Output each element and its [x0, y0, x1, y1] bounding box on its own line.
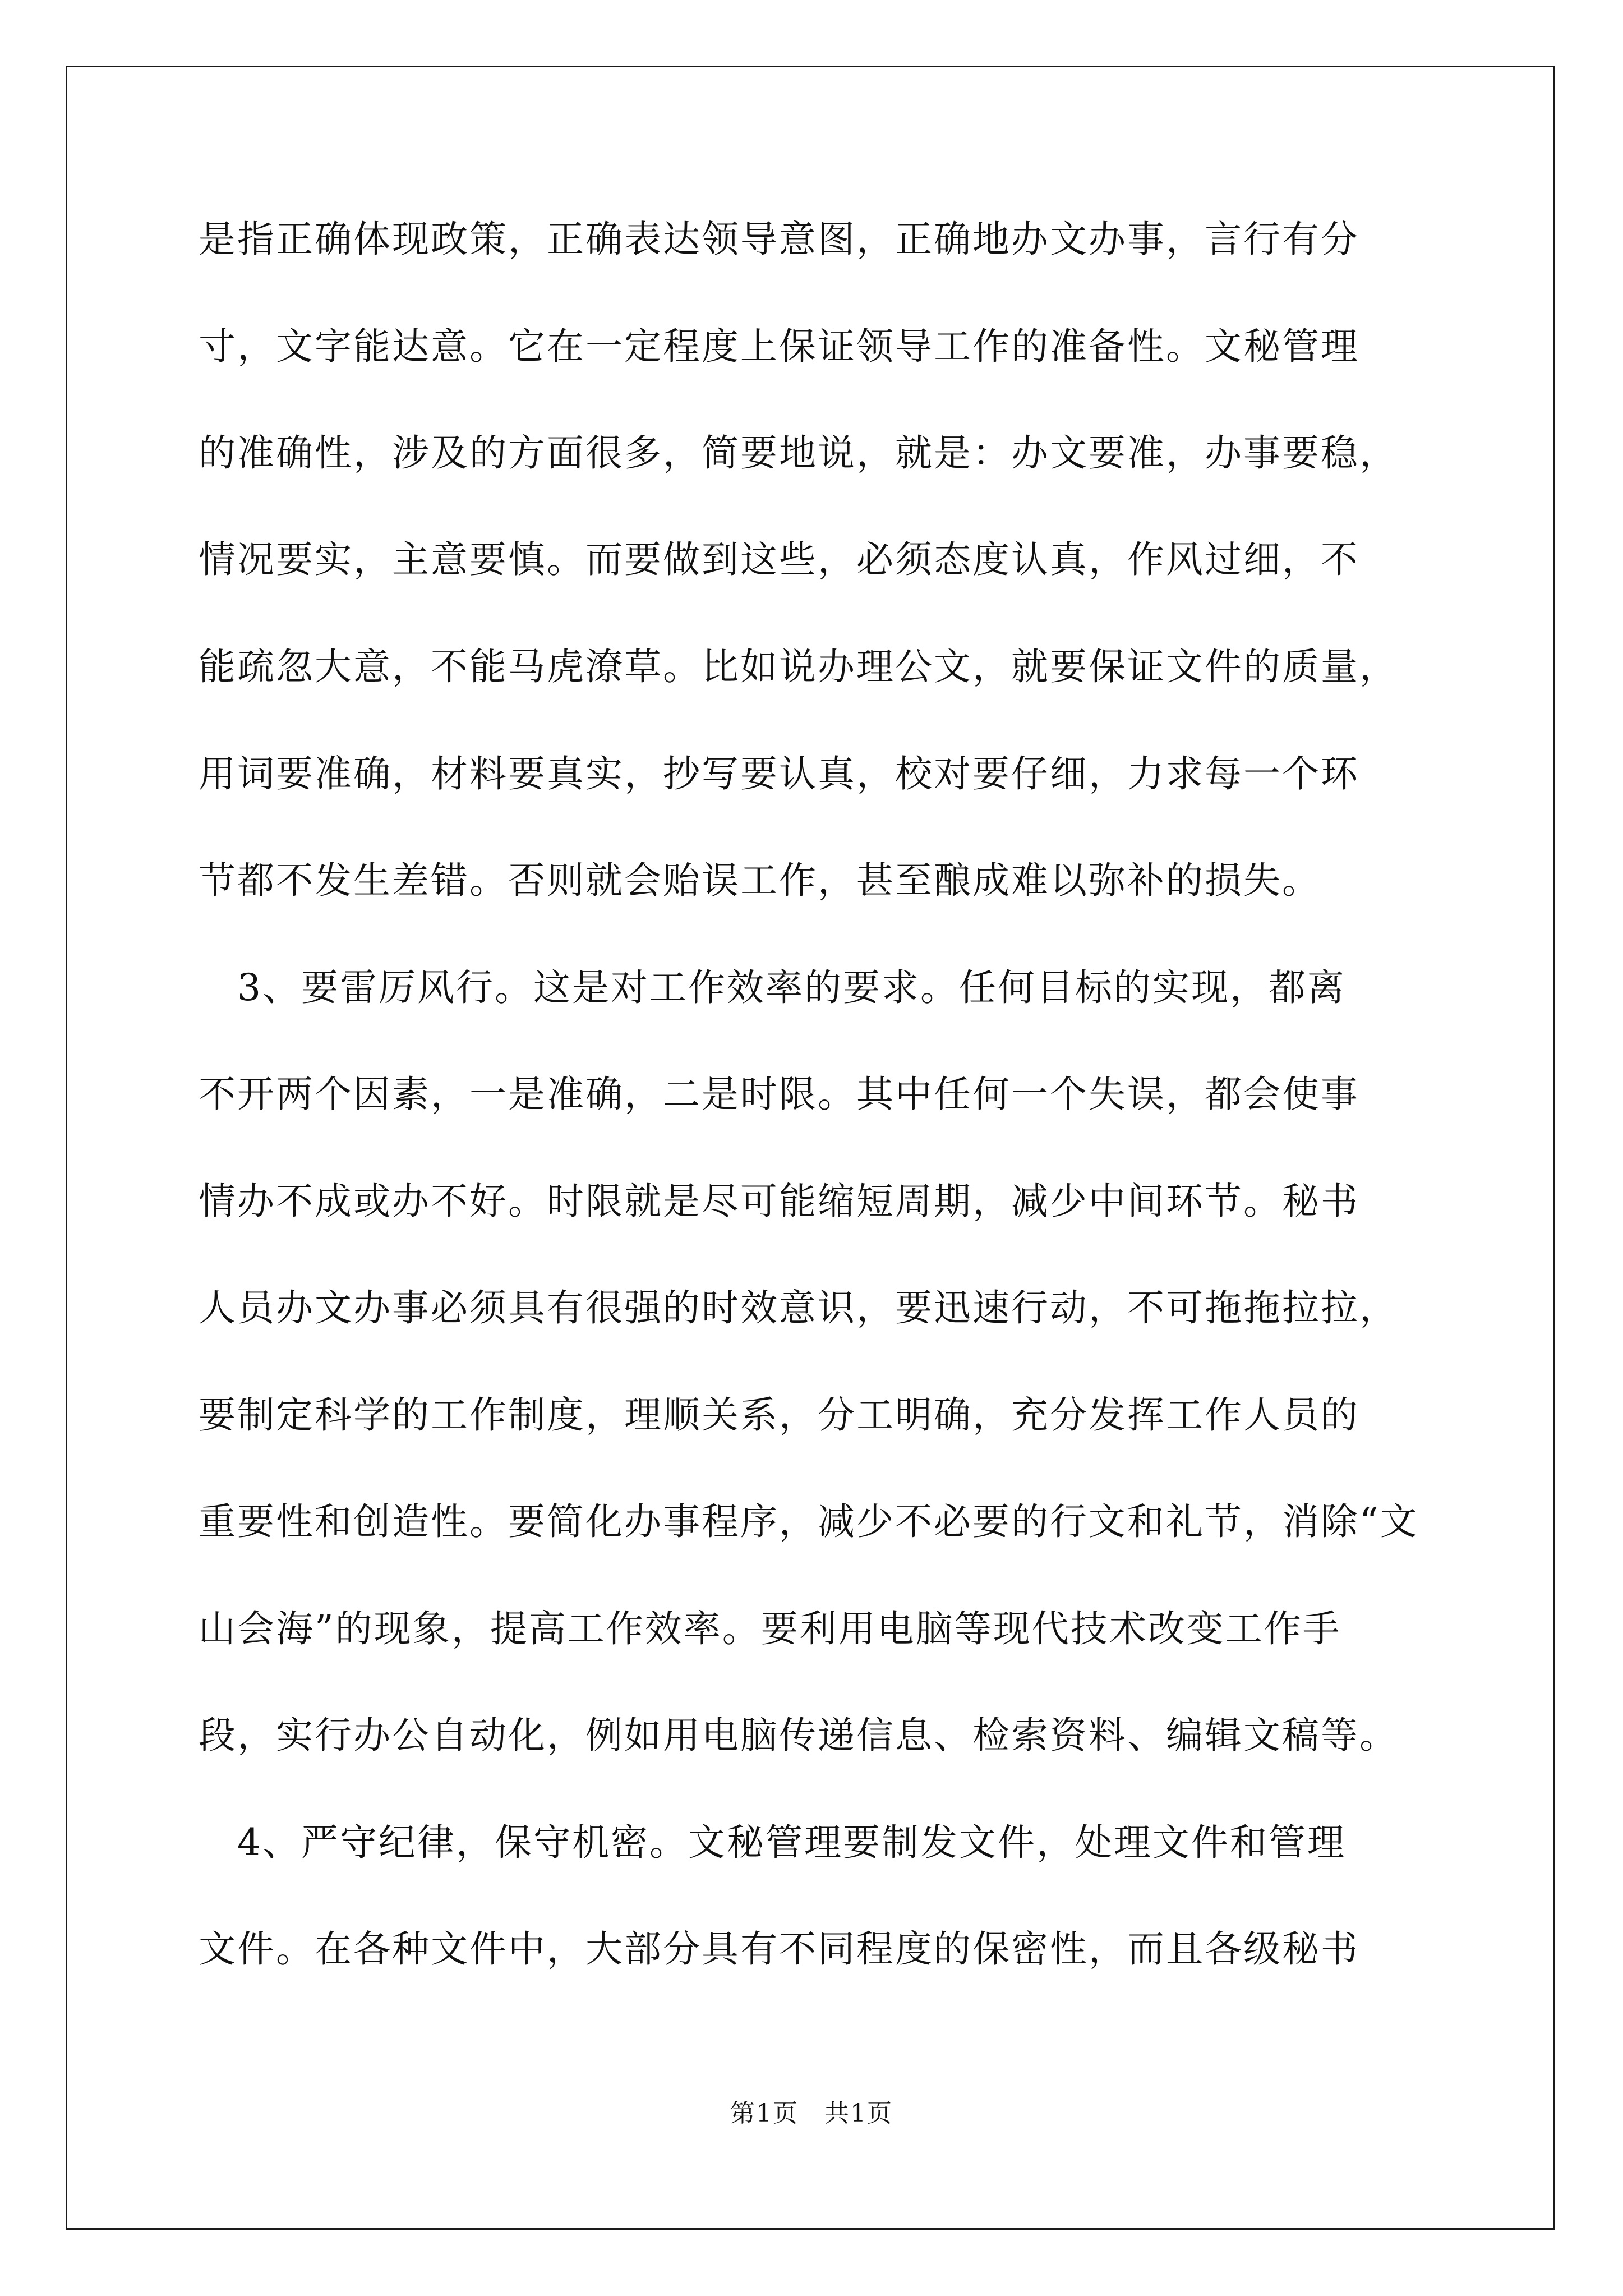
text-line: 是指正确体现政策，正确表达领导意图，正确地办文办事，言行有分 [199, 218, 1359, 261]
page-border [66, 66, 1555, 2230]
text-line: 要制定科学的工作制度，理顺关系，分工明确，充分发挥工作人员的 [199, 1393, 1359, 1437]
text-line: 不开两个因素，一是准确，二是时限。其中任何一个失误，都会使事 [199, 1073, 1359, 1116]
text-line: 的准确性，涉及的方面很多，简要地说，就是：办文要准，办事要稳， [199, 431, 1398, 475]
text-line: 人员办文办事必须具有很强的时效意识，要迅速行动，不可拖拖拉拉， [199, 1286, 1398, 1329]
text-line: 4、严守纪律，保守机密。文秘管理要制发文件，处理文件和管理 [199, 1821, 1346, 1864]
text-line: 寸，文字能达意。它在一定程度上保证领导工作的准备性。文秘管理 [199, 325, 1359, 368]
text-line: 情况要实，主意要慎。而要做到这些，必须态度认真，作风过细，不 [199, 538, 1359, 581]
text-line: 节都不发生差错。否则就会贻误工作，甚至酿成难以弥补的损失。 [199, 859, 1321, 902]
text-line: 用词要准确，材料要真实，抄写要认真，校对要仔细，力求每一个环 [199, 752, 1359, 795]
page-number-footer: 第1页 共1页 [730, 2099, 893, 2128]
text-line: 山会海”的现象，提高工作效率。要利用电脑等现代技术改变工作手 [199, 1607, 1341, 1650]
text-line: 3、要雷厉风行。这是对工作效率的要求。任何目标的实现，都离 [199, 966, 1346, 1009]
text-line: 情办不成或办不好。时限就是尽可能缩短周期，减少中间环节。秘书 [199, 1180, 1359, 1223]
text-line: 重要性和创造性。要简化办事程序，减少不必要的行文和礼节，消除“文 [199, 1500, 1419, 1543]
text-line: 文件。在各种文件中，大部分具有不同程度的保密性，而且各级秘书 [199, 1927, 1359, 1971]
text-line: 段，实行办公自动化，例如用电脑传递信息、检索资料、编辑文稿等。 [199, 1714, 1398, 1757]
text-line: 能疏忽大意，不能马虎潦草。比如说办理公文，就要保证文件的质量， [199, 645, 1398, 688]
